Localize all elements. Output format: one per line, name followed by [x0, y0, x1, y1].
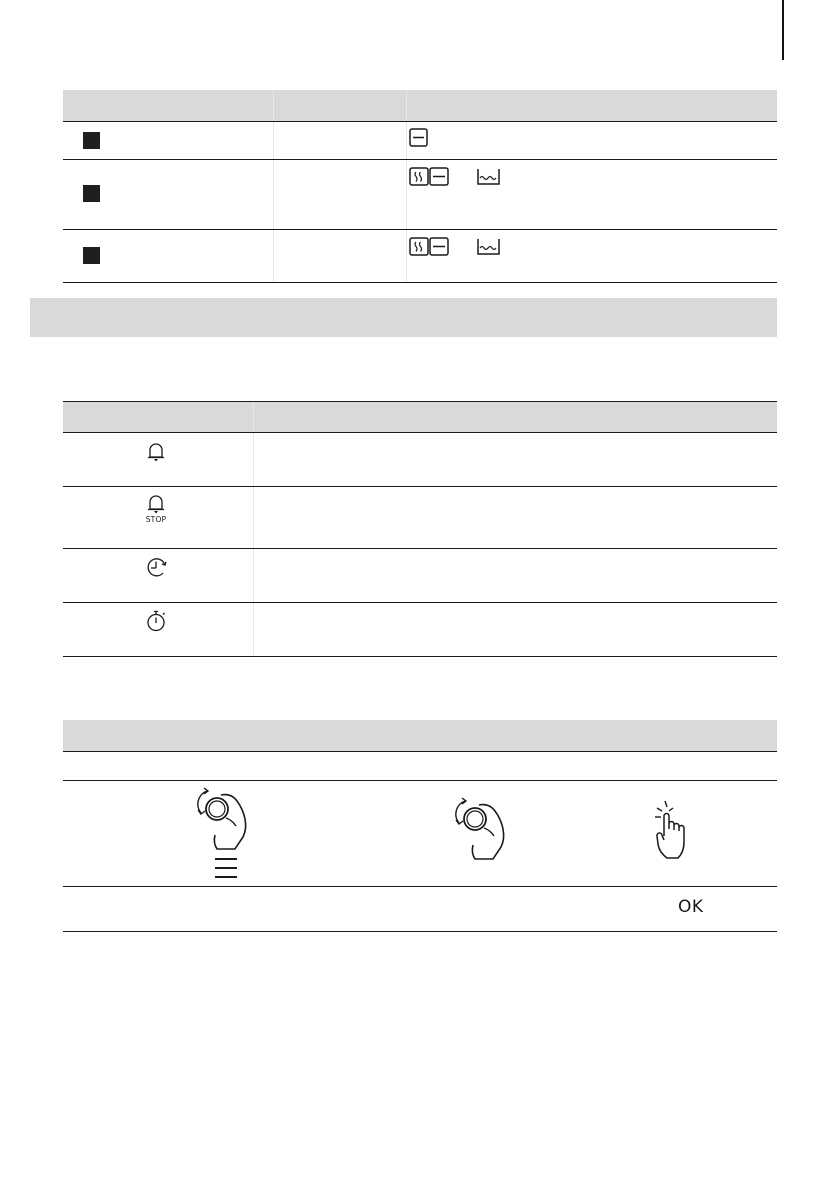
- bell-stop-icon: [142, 494, 170, 524]
- bell-icon: [146, 442, 166, 464]
- page-margin-mark: [782, 0, 784, 60]
- controls-table-header: [63, 720, 777, 751]
- section-heading-band: [30, 298, 777, 337]
- stopwatch-icon: [146, 609, 168, 633]
- row-marker-square: [83, 247, 100, 264]
- fan-grill-icon: [409, 237, 451, 257]
- menu-icon: [214, 857, 238, 879]
- bell-stop-caption: STOP: [145, 515, 167, 524]
- end-time-clock-icon: [145, 556, 169, 578]
- rotate-knob-icon: [451, 795, 515, 865]
- program-table-header: [63, 90, 777, 121]
- rotate-knob-icon: [193, 785, 257, 855]
- water-tray-icon: [476, 167, 502, 187]
- ok-label: OK: [678, 897, 704, 917]
- fan-grill-icon: [409, 167, 451, 187]
- grill-icon: [409, 128, 429, 148]
- press-knob-icon: [653, 798, 701, 864]
- water-tray-icon: [476, 237, 502, 257]
- row-marker-square: [83, 132, 100, 149]
- row-marker-square: [83, 185, 100, 202]
- clock-table-header: [63, 402, 777, 432]
